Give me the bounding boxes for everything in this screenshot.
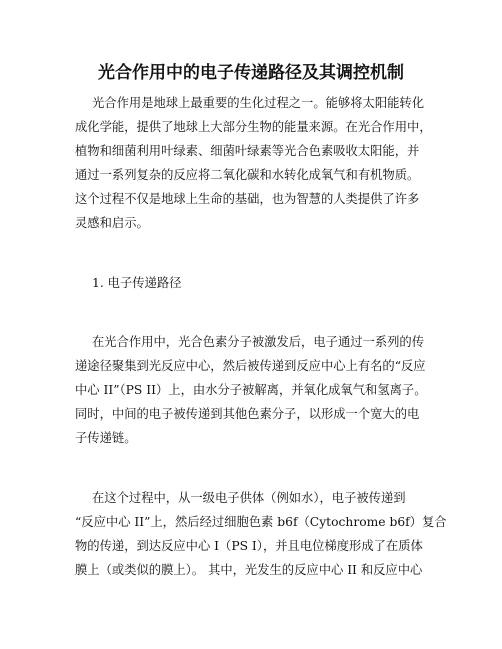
paragraph-line: 成化学能，提供了地球上大部分生物的能量来源。在光合作用中， bbox=[75, 120, 432, 134]
paragraph-line: 在光合作用中，光合色素分子被激发后，电子通过一系列的传 bbox=[92, 335, 425, 349]
paragraph-line: 物的传递，到达反应中心 I（PS I），并且电位梯度形成了在质体 bbox=[75, 539, 423, 553]
paragraph-line: 在这个过程中，从一级电子供体（例如水），电子被传递到 bbox=[92, 491, 406, 505]
paragraph-line: “反应中心 II”上，然后经过细胞色素 b6f（Cytochrome b6f）复合 bbox=[75, 515, 447, 529]
paragraph-line: 光合作用是地球上最重要的生化过程之一。能够将太阳能转化 bbox=[92, 96, 425, 110]
document-title: 光合作用中的电子传递路径及其调控机制 bbox=[98, 63, 404, 83]
paragraph-line: 植物和细菌利用叶绿素、细菌叶绿素等光合色素吸收太阳能，并 bbox=[75, 144, 420, 158]
paragraph-line: 同时，中间的电子被传递到其他色素分子，以形成一个宽大的电 bbox=[75, 407, 420, 421]
paragraph-line: 通过一系列复杂的反应将二氧化碳和水转化成氧气和有机物质。 bbox=[75, 168, 420, 182]
section-heading: 1. 电子传递路径 bbox=[92, 276, 182, 290]
paragraph-line: 膜上（或类似的膜上）。 其中，光发生的反应中心 II 和反应中心 bbox=[75, 563, 423, 577]
paragraph-line: 中心 II”（PS II）上，由水分子被解离，并氧化成氧气和氢离子。 bbox=[75, 383, 427, 397]
paragraph-line: 子传递链。 bbox=[75, 431, 137, 445]
paragraph-line: 灵感和启示。 bbox=[75, 216, 149, 230]
paragraph-line: 递途径聚集到光反应中心，然后被传递到反应中心上有名的“反应 bbox=[75, 359, 426, 373]
paragraph-line: 这个过程不仅是地球上生命的基础，也为智慧的人类提供了许多 bbox=[75, 192, 420, 206]
